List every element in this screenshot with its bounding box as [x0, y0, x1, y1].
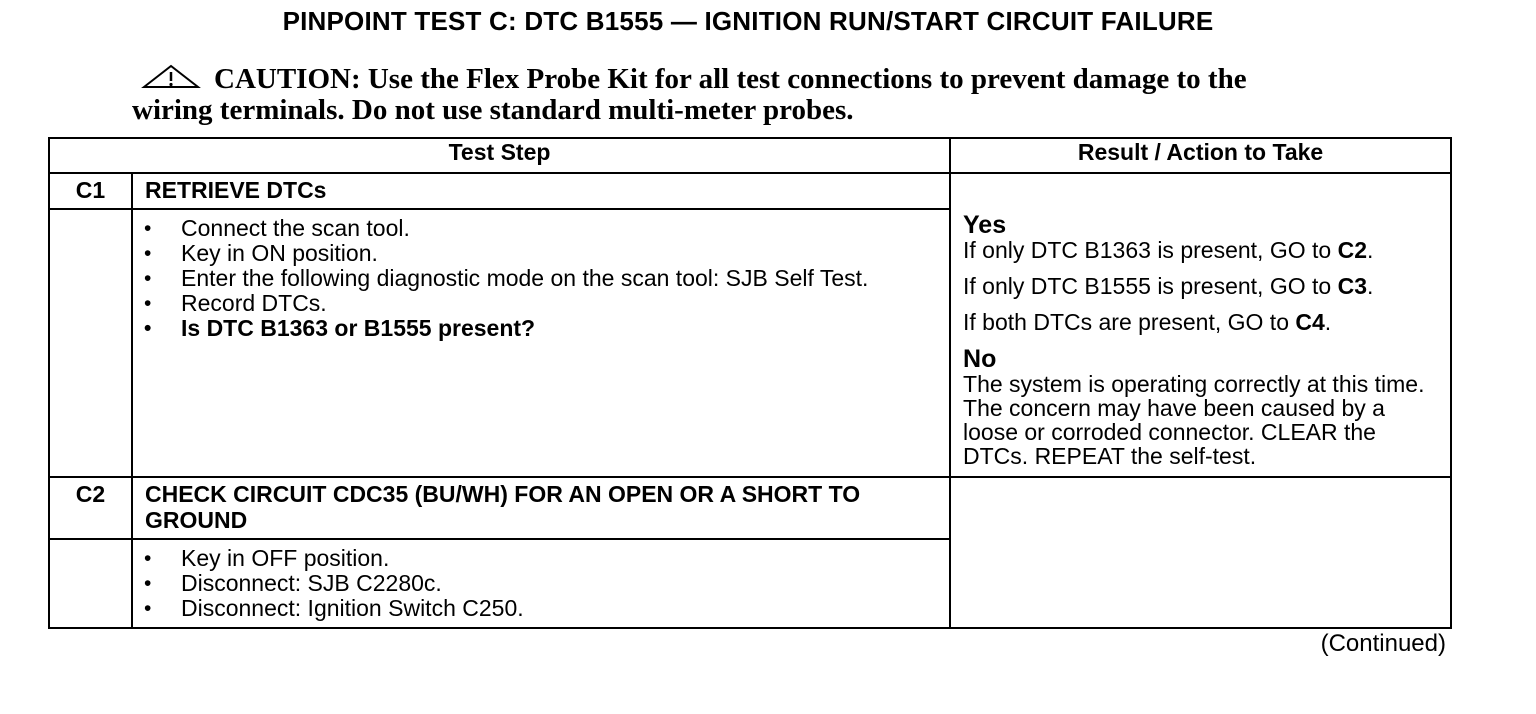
step-c2-result	[950, 477, 1451, 628]
list-item: • Connect the scan tool.	[179, 216, 909, 241]
list-item: • Disconnect: SJB C2280c.	[179, 571, 909, 596]
step-id: C2	[49, 477, 132, 539]
list-item: • Enter the following diagnostic mode on the scan tool: SJB Self Test.	[179, 266, 909, 291]
caution-line-1: CAUTION: Use the Flex Probe Kit for all test connections to prevent damage to the	[214, 63, 1247, 95]
step-id: C1	[49, 173, 132, 209]
result-line: If only DTC B1363 is present, GO to C2.	[963, 237, 1374, 263]
step-c2-title-row	[49, 477, 1451, 539]
no-text: The system is operating correctly at this time. The concern may have been caused by a loose or corroded connector. CLEAR the DTCs. REPEAT the self-test.	[963, 371, 1425, 469]
step-title: CHECK CIRCUIT CDC35 (BU/WH) FOR AN OPEN OR A SHORT TO GROUND	[132, 477, 950, 539]
step-c1-result	[950, 173, 1451, 477]
step-id-empty	[49, 539, 132, 628]
step-c1-title-row	[49, 173, 1451, 209]
step-title: RETRIEVE DTCs	[132, 173, 950, 209]
caution-line-2: wiring terminals. Do not use standard multi-meter probes.	[132, 94, 854, 126]
list-item: • Disconnect: Ignition Switch C250.	[179, 596, 909, 621]
table-header-row	[49, 138, 1451, 173]
list-item: • Key in ON position.	[179, 241, 909, 266]
list-item: • Record DTCs.	[179, 291, 909, 316]
step-id-empty	[49, 209, 132, 477]
no-label: No	[963, 345, 997, 373]
step-instructions	[132, 209, 950, 477]
pinpoint-test-table	[48, 137, 1452, 629]
result-line: If both DTCs are present, GO to C4.	[963, 309, 1332, 335]
result-line: If only DTC B1555 is present, GO to C3.	[963, 273, 1374, 299]
page-title: PINPOINT TEST C: DTC B1555 — IGNITION RUN/START CIRCUIT FAILURE	[282, 6, 1214, 36]
header-result-action: Result / Action to Take	[950, 138, 1451, 173]
step-instructions	[132, 539, 950, 628]
continued-label: (Continued)	[1320, 630, 1446, 657]
list-item-question: • Is DTC B1363 or B1555 present?	[179, 316, 909, 341]
warning-triangle-icon	[140, 64, 202, 90]
caution-note	[132, 64, 1392, 126]
list-item: • Key in OFF position.	[179, 546, 909, 571]
yes-label: Yes	[963, 211, 1007, 239]
header-test-step: Test Step	[49, 138, 950, 173]
